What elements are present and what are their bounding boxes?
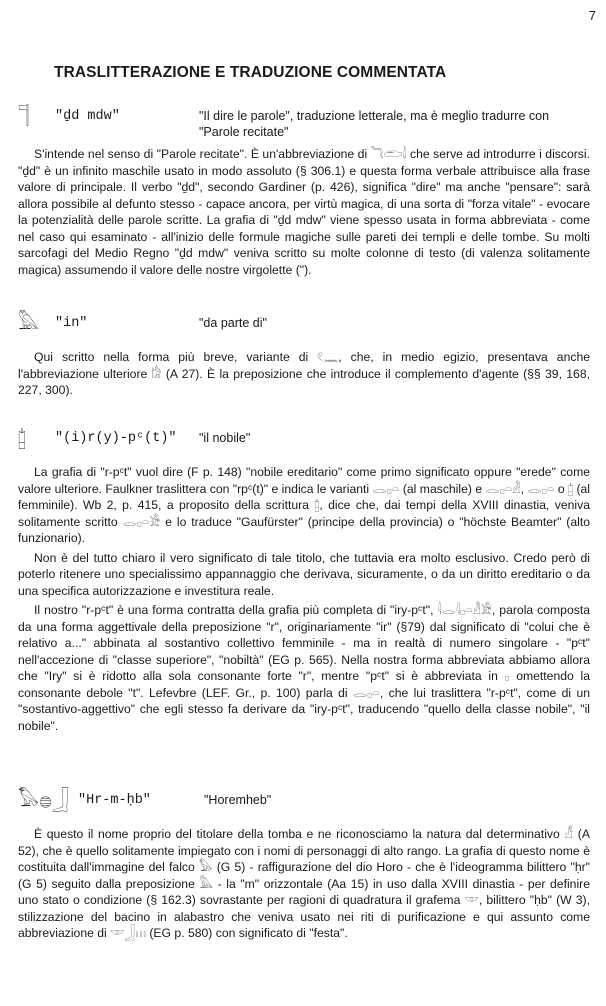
commentary-paragraph: È questo il nome proprio del titolare della tomba e ne riconosciamo la natura dal determinativo 𓀭 (A 52), che è quello solitamente impiegato con i nomi di personaggi di alto rango. La grafia di questo nome è costituita dall'immagine del falco 𓅃 (G 5) - raffigurazione del dio Horo - che è l'ideogramma bilittero "ḥr" (G 5) seguito dalla preposizione 𓅓 - la "m" orizzontale (Aa 15) in uso dalla XVIII dinastia - per definire uno stato o condizione (§ 162.3) sovrastante per ragioni di quadratura il grafema 𓎱, bilittero "ḥb" (W 3), stilizzazione del bacino in alabastro che veniva usato nei riti di purificazione e qui assunto come abbreviazione di 𓎱𓃀𓏥 (EG p. 580) con significato di "festa".	[18, 827, 590, 940]
hieroglyph-iry-pat-icon: 𓉺	[18, 427, 26, 449]
entry-horemheb	[18, 789, 590, 945]
translation-gloss: "Il dire le parole", traduzione letterale, ma è meglio tradurre con "Parole recitate"	[199, 109, 550, 139]
hieroglyph-in-icon: 𓅓	[18, 312, 40, 334]
commentary-paragraph: La grafia di "r-pᶜt" vuol dire (F p. 148) "nobile ereditario" come primo significato oppure "erede" come valore ulteriore. Faulkner traslittera con "rpᶜ(t)" e indica le varianti 𓂋𓊪𓏏 (al maschile) e 𓂋𓊪𓏏𓁐, 𓂋𓊪𓏏 o 𓉺 (al femminile). Wb 2, p. 415, a proposito della scrittura 𓉺, dice che, dai tempi della XVIII dinastia, veniva solitamente scritto 𓂋𓊪𓏏𓀀 e lo traduce "Gaufürster" (principe della provincia) o "höchste Beamter" (alto funzionario).	[18, 465, 590, 545]
translation-gloss: "da parte di"	[199, 316, 267, 330]
commentary-paragraph: S'intende nel senso di "Parole recitate". È un'abbreviazione di 𓆓𓂧𓌃 che serve ad introdurre i discorsi. "ḏd" è un infinito maschile usato in modo assoluto (§ 306.1) e questa forma verbale attribuisce alla frase valore di principale. Il verbo "ḏd", secondo Gardiner (p. 426), significa "dire" ma anche "pensare": sarà allora possibile al defunto stesso - capace ancora, per virtù magica, di una sorta di "forza vitale" - evocare la potenzialità delle parole scritte. La grafia di "ḏd mdw" viene spesso usata in forma abbreviata - come nel caso qui esaminato - all'inizio delle formule magiche sulle pareti dei templi e delle tombe. Su molti sarcofagi del Medio Regno "ḏd mdw" veniva scritto su molte colonne di testo (di valenza solitamente magica) assumendo il valore delle nostre virgolette (").	[18, 147, 590, 277]
transliteration-term: "in"	[55, 316, 88, 331]
entry-iry-pat	[18, 427, 590, 737]
hieroglyph-dd-mdw-icon: 𓊹	[18, 105, 30, 127]
commentary-paragraph: Qui scritto nella forma più breve, variante di 𓏲𓈖, che, in medio egizio, presentava anche l'abbreviazione ulteriore 𓀗 (A 27). È la preposizione che introduce il complemento d'agente (§§ 39, 168, 227, 300).	[18, 350, 590, 397]
page-number: 7	[588, 8, 596, 23]
entry-dd-mdw	[18, 105, 590, 281]
translation-gloss: "il nobile"	[199, 431, 251, 445]
transliteration-term: "ḏd mdw"	[55, 109, 120, 124]
translation-gloss: "Horemheb"	[204, 793, 272, 807]
commentary-paragraph: Il nostro "r-pᶜt" è una forma contratta della grafia più completa di "iry-pᶜt", 𓇋𓂋𓇋𓊪𓏏𓁐𓀀, parola composta da una forma aggettivale della preposizione "r", originariamente "ir" (§79) dal significato di "colui che è relativo a..." abbinata al sostantivo collettivo femminile - ma in realtà di numero singolare - "pᶜt" nell'accezione di "classe superiore", "nobiltà" (EG p. 565). Nella nostra forma abbreviata abbiamo allora che "Iry" si è ridotto alla sola consonante forte "r", mentre "pᶜt" si è abbreviata in 𓊪 omettendo la consonante debole "t". Lefevbre (LEF. Gr., p. 100) parla di 𓂋𓊪𓏏, che lui traslittera "r-pᶜt", come di un "sostantivo-aggettivo" che egli stesso fa derivare da "iry-pᶜt", traducendo "quello della classe nobile", "il nobile".	[18, 603, 590, 733]
commentary-paragraph: Non è del tutto chiaro il vero significato di tale titolo, che tuttavia era molto esclusivo. Credo però di poterlo ritenere uno specialissimo appannaggio che derivava, sicuramente, o da un diritto ereditario o da una specifica autorizzazione e investitura reale.	[18, 550, 590, 598]
transliteration-term: "Hr-m-ḥb"	[78, 793, 151, 808]
page-title: TRASLITTERAZIONE E TRADUZIONE COMMENTATA	[54, 64, 447, 81]
hieroglyph-horemheb-icon: 𓅃𓐍𓃀	[18, 789, 70, 811]
transliteration-term: "(i)r(y)-pᶜ(t)"	[55, 431, 177, 446]
entry-in	[18, 312, 590, 402]
